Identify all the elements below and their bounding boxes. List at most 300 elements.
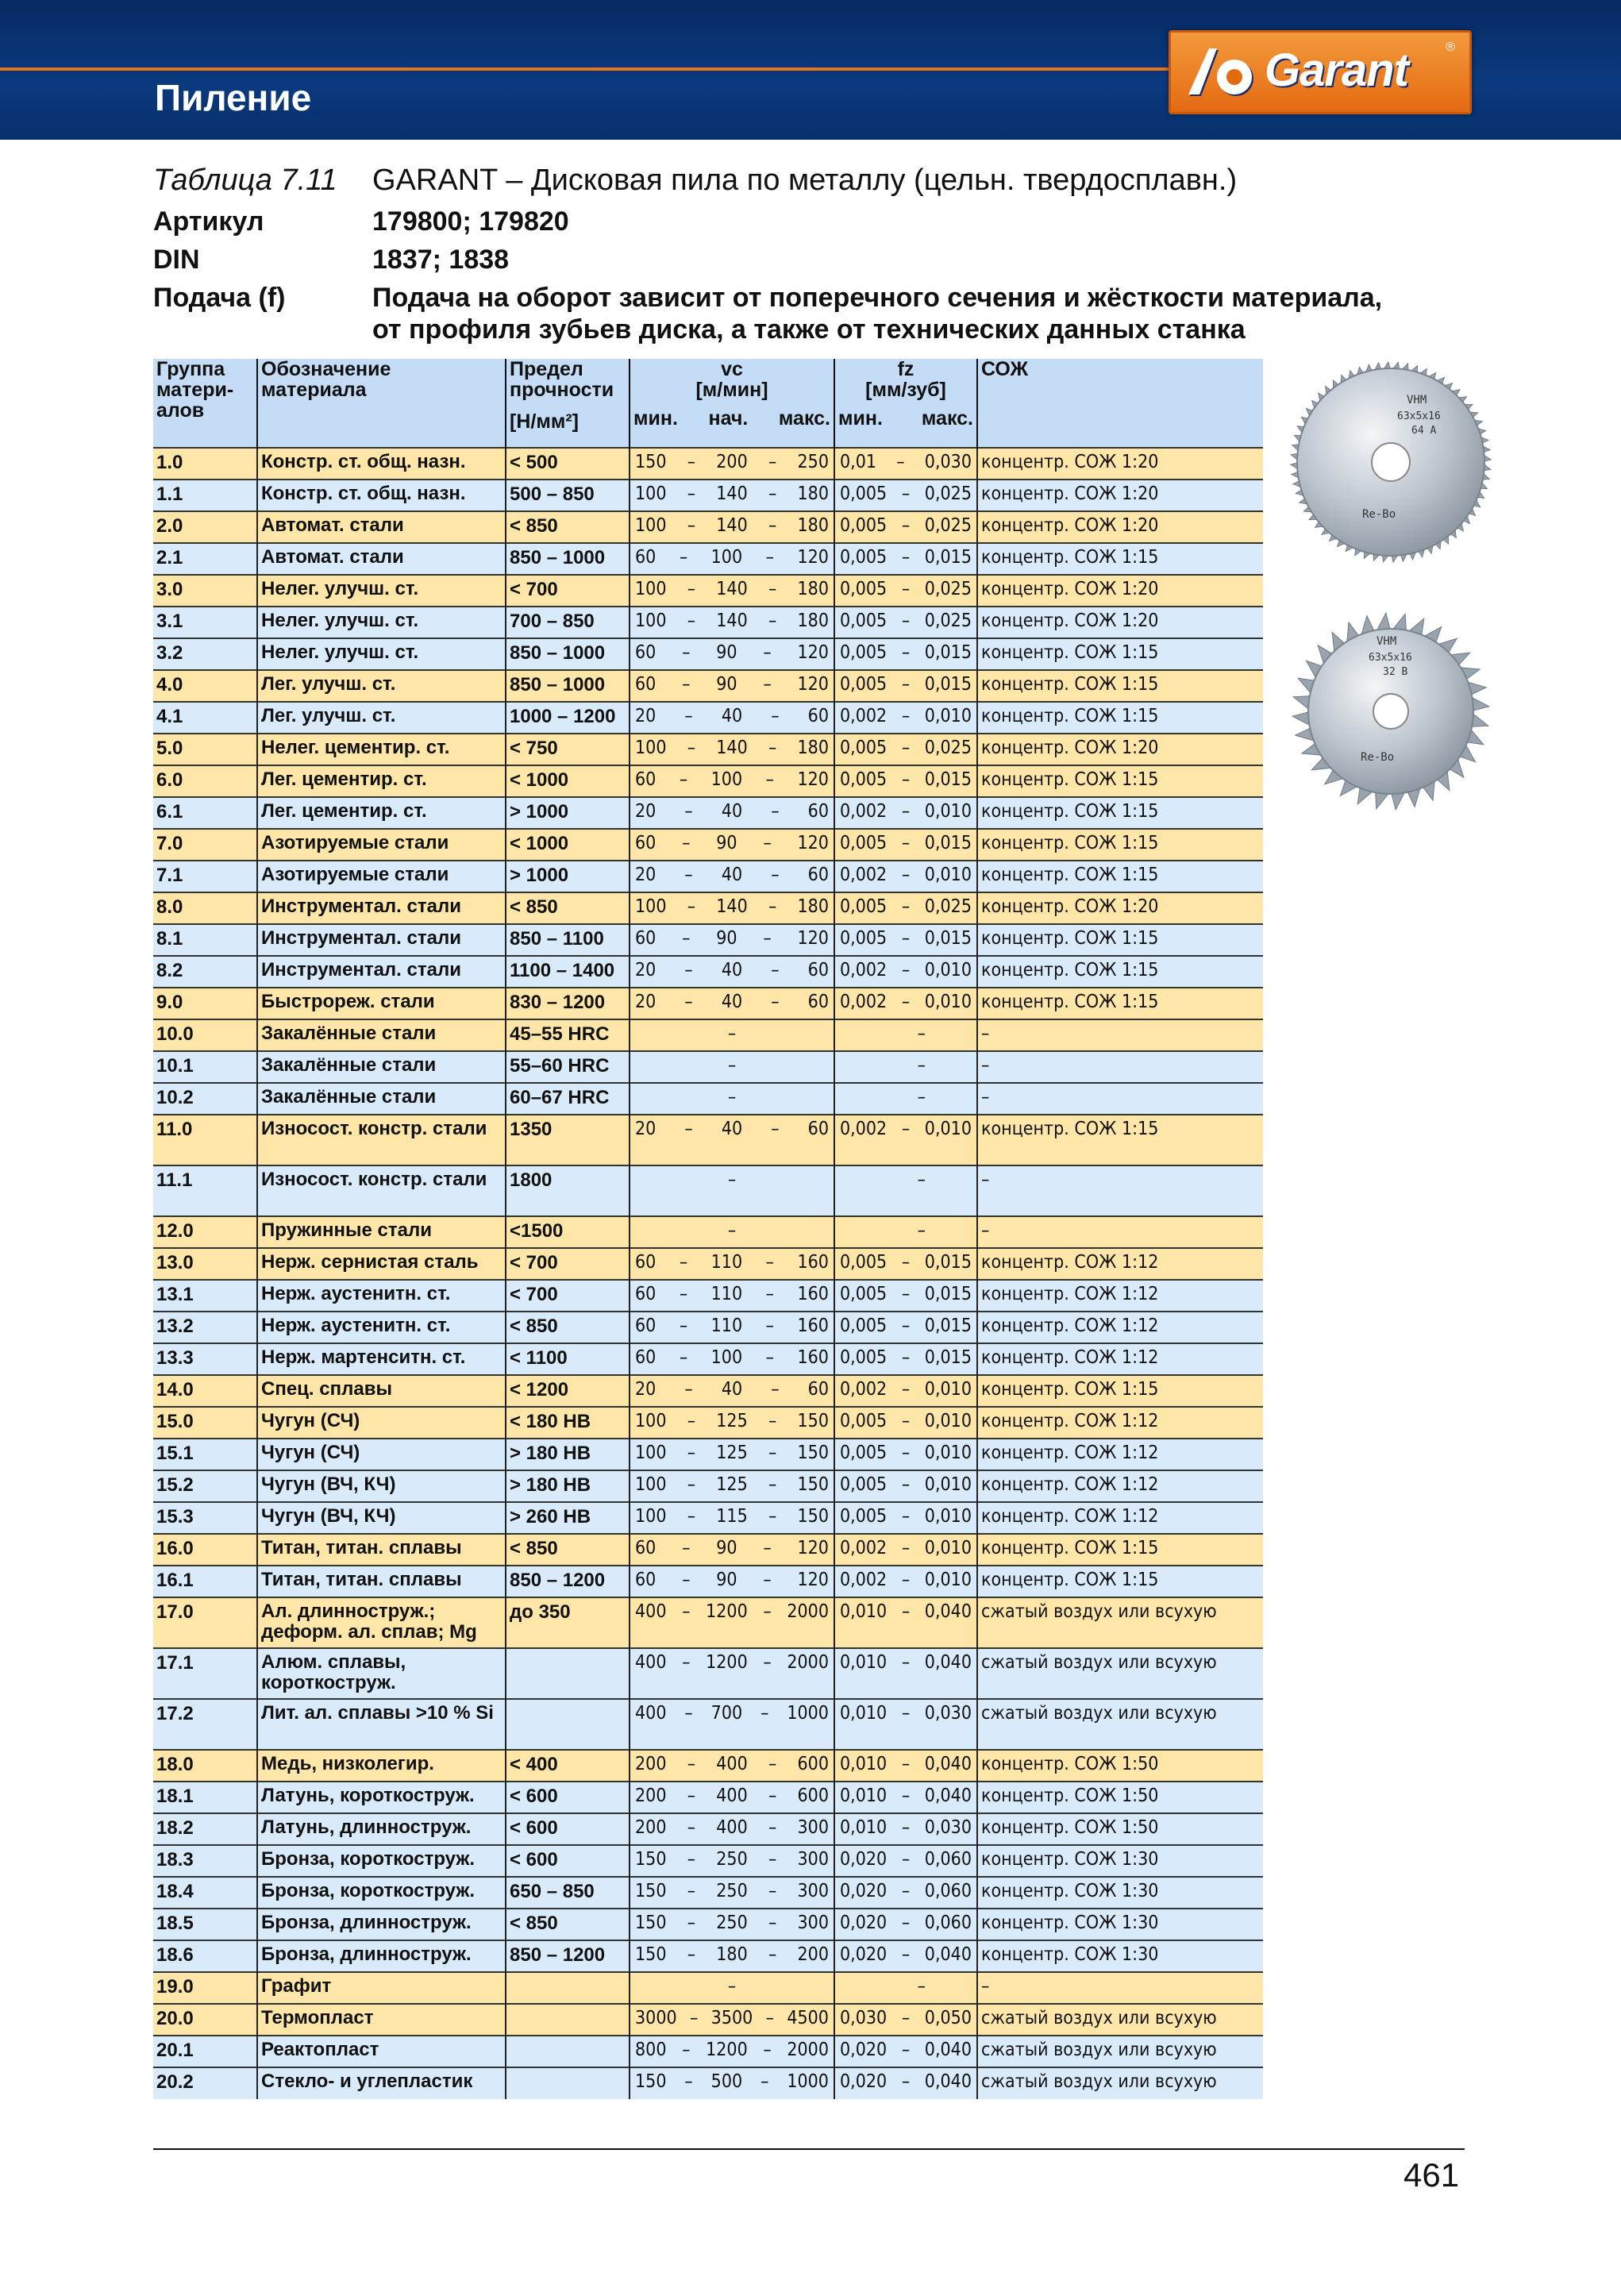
table-row [153, 924, 1263, 956]
coolant-cell: концентр. СОЖ 1:12 [981, 1347, 1159, 1368]
vc-min: 100 [635, 738, 667, 758]
fz-min: 0,005 [840, 1252, 888, 1273]
dash: – [763, 1652, 772, 1673]
fz-max: 0,015 [924, 1316, 972, 1336]
fz-cell [834, 1782, 977, 1813]
fz-max: 0,025 [924, 611, 972, 631]
vc-min: 3000 [635, 2008, 677, 2028]
vc-min: 60 [635, 547, 656, 568]
fz-max: 0,050 [924, 2008, 972, 2028]
fz-cell [834, 1375, 977, 1407]
vc-min: 100 [635, 896, 667, 917]
dash: – [901, 896, 911, 917]
group-cell: 7.1 [153, 861, 257, 892]
fz-max: 0,030 [924, 1817, 972, 1838]
coolant-cell: концентр. СОЖ 1:20 [981, 611, 1159, 631]
coolant-cell: концентр. СОЖ 1:15 [981, 642, 1159, 663]
vc-start: 90 [716, 1538, 737, 1558]
fz-cell [834, 2004, 977, 2036]
fz-max: 0,010 [924, 1443, 972, 1463]
fz-cell [834, 1845, 977, 1877]
coolant-cell: концентр. СОЖ 1:20 [981, 738, 1159, 758]
coolant-cell: концентр. СОЖ 1:15 [981, 801, 1159, 822]
fz-min: 0,010 [840, 1817, 888, 1838]
fz-cell [834, 956, 977, 988]
coolant-cell: концентр. СОЖ 1:12 [981, 1252, 1159, 1273]
table-row [153, 797, 1263, 829]
fz-cell [834, 702, 977, 734]
vc-min: 60 [635, 642, 656, 663]
material-cell: Бронза, длинноструж. [257, 1940, 506, 1972]
vc-min: 60 [635, 769, 656, 790]
fz-min: 0,010 [840, 1703, 888, 1724]
din-value: 1837; 1838 [372, 245, 510, 275]
fz-max: 0,015 [924, 1252, 972, 1273]
vc-max: 300 [797, 1913, 829, 1933]
header-vc-max: макс. [778, 407, 830, 430]
vc-max: 160 [797, 1252, 829, 1273]
fz-min: 0,002 [840, 1538, 888, 1558]
vc-max: 60 [807, 1119, 829, 1139]
strength-cell: 1000 – 1200 [506, 702, 630, 734]
header-vc-start: нач. [708, 407, 749, 430]
dash: – [682, 674, 691, 695]
fz-max: 0,025 [924, 738, 972, 758]
din-label: DIN [153, 245, 200, 275]
vc-cell [630, 1534, 834, 1566]
strength-cell: 830 – 1200 [506, 988, 630, 1019]
vc-cell [630, 480, 834, 511]
fz-max: 0,015 [924, 642, 972, 663]
table-row [153, 607, 1263, 638]
fz-cell [834, 1566, 977, 1597]
dash: – [901, 674, 911, 695]
vc-min: 100 [635, 1474, 667, 1495]
fz-max: 0,010 [924, 706, 972, 726]
vc-start: 90 [716, 928, 737, 949]
fz-max: 0,015 [924, 833, 972, 853]
strength-cell [506, 1699, 630, 1750]
fz-min: 0,005 [840, 1284, 888, 1304]
fz-min: 0,010 [840, 1754, 888, 1774]
strength-cell: < 700 [506, 575, 630, 607]
dash: – [765, 1252, 774, 1273]
material-cell: Спец. сплавы [257, 1375, 506, 1407]
vc-cell [630, 861, 834, 892]
table-row [153, 1877, 1263, 1909]
dash: – [901, 1252, 911, 1273]
vc-cell [630, 797, 834, 829]
material-cell: Нерж. аустенитн. ст. [257, 1312, 506, 1343]
material-cell: Констр. ст. общ. назн. [257, 448, 506, 480]
vc-start: 125 [716, 1411, 748, 1431]
material-cell: Термопласт [257, 2004, 506, 2036]
fz-min: 0,002 [840, 706, 888, 726]
coolant-cell: концентр. СОЖ 1:15 [981, 992, 1159, 1012]
coolant-cell: концентр. СОЖ 1:12 [981, 1411, 1159, 1431]
vc-max: 180 [797, 515, 829, 536]
logo-registered-mark: ® [1446, 40, 1455, 54]
group-cell: 11.1 [153, 1165, 257, 1216]
dash: – [901, 1817, 911, 1838]
dash: – [727, 1055, 737, 1076]
dash: – [768, 1881, 777, 1901]
fz-min: 0,002 [840, 801, 888, 822]
coolant-cell: сжатый воздух или всухую [981, 1601, 1217, 1622]
dash: – [768, 896, 777, 917]
vc-start: 40 [721, 801, 743, 822]
fz-min: 0,005 [840, 579, 888, 599]
strength-cell: 500 – 850 [506, 480, 630, 511]
table-row [153, 1699, 1263, 1750]
saw2-label-4: Re-Bo [1361, 751, 1395, 764]
dash: – [917, 1220, 926, 1241]
garant-logo-icon [1187, 44, 1266, 101]
material-cell: Нелег. улучш. ст. [257, 638, 506, 670]
group-cell: 15.2 [153, 1470, 257, 1502]
fz-max: 0,040 [924, 2040, 972, 2060]
fz-min: 0,002 [840, 1570, 888, 1590]
coolant-cell: концентр. СОЖ 1:30 [981, 1944, 1159, 1965]
vc-cell [630, 1470, 834, 1502]
dash: – [768, 1474, 777, 1495]
dash: – [684, 960, 693, 980]
table-row [153, 1534, 1263, 1566]
vc-max: 120 [797, 547, 829, 568]
material-cell: Азотируемые стали [257, 861, 506, 892]
dash: – [901, 1754, 911, 1774]
table-row [153, 575, 1263, 607]
fz-cell [834, 1115, 977, 1165]
fz-cell [834, 1597, 977, 1648]
vc-cell [630, 2067, 834, 2099]
dash: – [771, 801, 780, 822]
vc-start: 100 [710, 547, 743, 568]
vc-cell [630, 1248, 834, 1280]
fz-cell [834, 1216, 977, 1248]
vc-max: 180 [797, 896, 829, 917]
vc-cell [630, 638, 834, 670]
strength-cell: 700 – 850 [506, 607, 630, 638]
fz-max: 0,025 [924, 579, 972, 599]
fz-cell [834, 1502, 977, 1534]
vc-start: 250 [716, 1913, 748, 1933]
dash: – [917, 1023, 926, 1044]
group-cell: 7.0 [153, 829, 257, 861]
strength-cell: < 600 [506, 1813, 630, 1845]
fz-min: 0,002 [840, 960, 888, 980]
fz-cell [834, 1051, 977, 1083]
material-cell: Нерж. аустенитн. ст. [257, 1280, 506, 1312]
material-cell: Реактопласт [257, 2036, 506, 2067]
fz-max: 0,030 [924, 1703, 972, 1724]
fz-cell [834, 892, 977, 924]
group-cell: 8.0 [153, 892, 257, 924]
strength-cell: до 350 [506, 1597, 630, 1648]
dash: – [687, 1474, 696, 1495]
vc-cell [630, 1280, 834, 1312]
vc-max: 2000 [787, 1652, 829, 1673]
material-cell: Стекло- и углепластик [257, 2067, 506, 2099]
coolant-cell: концентр. СОЖ 1:30 [981, 1881, 1159, 1901]
coolant-cell: сжатый воздух или всухую [981, 1703, 1217, 1724]
strength-cell: < 850 [506, 1534, 630, 1566]
table-row [153, 543, 1263, 575]
dash: – [768, 1754, 777, 1774]
dash: – [771, 1379, 780, 1400]
group-cell: 16.0 [153, 1534, 257, 1566]
material-cell: Титан, титан. сплавы [257, 1534, 506, 1566]
fz-cell [834, 2067, 977, 2099]
coolant-cell: концентр. СОЖ 1:15 [981, 833, 1159, 853]
vc-cell [630, 1750, 834, 1782]
vc-cell [630, 702, 834, 734]
strength-cell: < 700 [506, 1280, 630, 1312]
material-cell: Титан, титан. сплавы [257, 1566, 506, 1597]
fz-min: 0,010 [840, 1601, 888, 1622]
table-row [153, 1312, 1263, 1343]
table-row [153, 1813, 1263, 1845]
dash: – [684, 992, 693, 1012]
vc-start: 400 [716, 1786, 748, 1806]
table-row [153, 988, 1263, 1019]
dash: – [763, 642, 772, 663]
vc-start: 125 [716, 1474, 748, 1495]
material-cell: Бронза, длинноструж. [257, 1909, 506, 1940]
group-cell: 8.1 [153, 924, 257, 956]
dash: – [901, 1703, 911, 1724]
dash: – [768, 1786, 777, 1806]
vc-cell [630, 1216, 834, 1248]
fz-min: 0,005 [840, 1411, 888, 1431]
vc-cell [630, 1375, 834, 1407]
fz-max: 0,010 [924, 1474, 972, 1495]
material-cell: Латунь, длинноструж. [257, 1813, 506, 1845]
dash: – [901, 1347, 911, 1368]
vc-max: 180 [797, 611, 829, 631]
fz-max: 0,040 [924, 2071, 972, 2092]
coolant-cell: сжатый воздух или всухую [981, 2040, 1217, 2060]
dash: – [901, 833, 911, 853]
fz-cell [834, 543, 977, 575]
coolant-cell: концентр. СОЖ 1:15 [981, 1538, 1159, 1558]
dash: – [768, 483, 777, 504]
fz-max: 0,010 [924, 1411, 972, 1431]
vc-start: 250 [716, 1849, 748, 1870]
table-row [153, 670, 1263, 702]
dash: – [901, 2008, 911, 2028]
table-row [153, 1502, 1263, 1534]
dash: – [765, 1347, 774, 1368]
header-accent-line [0, 67, 1175, 71]
fz-min: 0,005 [840, 1506, 888, 1527]
vc-cell [630, 1597, 834, 1648]
saw1-label-3: 64 A [1411, 425, 1437, 437]
vc-cell [630, 1909, 834, 1940]
dash: – [917, 1087, 926, 1108]
dash: – [682, 1538, 691, 1558]
dash: – [901, 642, 911, 663]
group-cell: 11.0 [153, 1115, 257, 1165]
material-cell: Пружинные стали [257, 1216, 506, 1248]
fz-min: 0,030 [840, 2008, 888, 2028]
material-cell: Закалённые стали [257, 1019, 506, 1051]
fz-min: 0,005 [840, 547, 888, 568]
coolant-cell: концентр. СОЖ 1:15 [981, 769, 1159, 790]
fz-min: 0,020 [840, 1881, 888, 1901]
dash: – [763, 674, 772, 695]
vc-start: 140 [716, 738, 748, 758]
fz-cell [834, 1165, 977, 1216]
group-cell: 17.1 [153, 1648, 257, 1699]
dash: – [901, 1538, 911, 1558]
group-cell: 8.2 [153, 956, 257, 988]
fz-cell [834, 1407, 977, 1439]
dash: – [917, 1169, 926, 1190]
vc-start: 500 [710, 2071, 743, 2092]
fz-min: 0,002 [840, 1119, 888, 1139]
fz-cell [834, 765, 977, 797]
dash: – [901, 960, 911, 980]
fz-cell [834, 2036, 977, 2067]
dash: – [684, 801, 693, 822]
material-cell: Ал. длинноструж.; деформ. ал. сплав; Mg [257, 1597, 506, 1648]
dash: – [896, 452, 905, 472]
vc-max: 180 [797, 579, 829, 599]
coolant-cell: концентр. СОЖ 1:20 [981, 515, 1159, 536]
vc-start: 140 [716, 579, 748, 599]
table-header-row [153, 359, 1263, 448]
group-cell: 10.0 [153, 1019, 257, 1051]
dash: – [763, 928, 772, 949]
page-header [0, 0, 1621, 140]
dash: – [901, 706, 911, 726]
coolant-cell: концентр. СОЖ 1:20 [981, 483, 1159, 504]
dash: – [687, 1786, 696, 1806]
table-row [153, 1909, 1263, 1940]
dash: – [682, 833, 691, 853]
vc-min: 20 [635, 865, 656, 885]
vc-start: 40 [721, 1379, 743, 1400]
fz-max: 0,010 [924, 865, 972, 885]
vc-max: 60 [807, 706, 829, 726]
vc-min: 20 [635, 706, 656, 726]
vc-cell [630, 1343, 834, 1375]
coolant-cell: концентр. СОЖ 1:20 [981, 452, 1159, 472]
dash: – [765, 1316, 774, 1336]
strength-cell [506, 2067, 630, 2099]
vc-cell [630, 1407, 834, 1439]
strength-cell: < 600 [506, 1845, 630, 1877]
vc-max: 60 [807, 992, 829, 1012]
fz-cell [834, 1940, 977, 1972]
group-cell: 13.3 [153, 1343, 257, 1375]
group-cell: 18.5 [153, 1909, 257, 1940]
material-cell: Нелег. цементир. ст. [257, 734, 506, 765]
fz-cell [834, 1439, 977, 1470]
vc-max: 60 [807, 865, 829, 885]
group-cell: 10.1 [153, 1051, 257, 1083]
fz-max: 0,040 [924, 1944, 972, 1965]
strength-cell [506, 2036, 630, 2067]
table-title: GARANT – Дисковая пила по металлу (цельн. твердосплавн.) [372, 164, 1238, 197]
fz-min: 0,005 [840, 515, 888, 536]
dash: – [682, 1570, 691, 1590]
feed-label: Подача (f) [153, 283, 286, 313]
dash: – [765, 1284, 774, 1304]
dash: – [687, 896, 696, 917]
dash: – [901, 928, 911, 949]
vc-cell [630, 892, 834, 924]
dash: – [765, 769, 774, 790]
material-cell: Алюм. сплавы, короткоструж. [257, 1648, 506, 1699]
dash: – [771, 865, 780, 885]
table-row [153, 2004, 1263, 2036]
vc-max: 2000 [787, 1601, 829, 1622]
coolant-cell: сжатый воздух или всухую [981, 2071, 1217, 2092]
coolant-cell: концентр. СОЖ 1:30 [981, 1849, 1159, 1870]
vc-cell [630, 1813, 834, 1845]
vc-start: 40 [721, 706, 743, 726]
table-row [153, 1051, 1263, 1083]
strength-cell: < 850 [506, 1909, 630, 1940]
strength-cell: 850 – 1000 [506, 670, 630, 702]
strength-cell: < 700 [506, 1248, 630, 1280]
vc-min: 100 [635, 1443, 667, 1463]
dash: – [901, 1474, 911, 1495]
group-cell: 10.2 [153, 1083, 257, 1115]
fz-max: 0,015 [924, 928, 972, 949]
coolant-cell: концентр. СОЖ 1:15 [981, 706, 1159, 726]
vc-max: 250 [797, 452, 829, 472]
table-row [153, 448, 1263, 480]
dash: – [765, 2008, 774, 2028]
fz-cell [834, 448, 977, 480]
vc-max: 2000 [787, 2040, 829, 2060]
strength-cell: < 400 [506, 1750, 630, 1782]
table-row [153, 1470, 1263, 1502]
material-cell: Чугун (СЧ) [257, 1439, 506, 1470]
coolant-cell: концентр. СОЖ 1:50 [981, 1754, 1159, 1774]
coolant-cell: концентр. СОЖ 1:15 [981, 674, 1159, 695]
fz-max: 0,040 [924, 1786, 972, 1806]
vc-max: 200 [797, 1944, 829, 1965]
dash: – [684, 1119, 693, 1139]
vc-max: 600 [797, 1786, 829, 1806]
table-row [153, 1343, 1263, 1375]
vc-cell [630, 765, 834, 797]
coolant-cell: концентр. СОЖ 1:12 [981, 1443, 1159, 1463]
table-row [153, 1566, 1263, 1597]
fz-max: 0,025 [924, 896, 972, 917]
material-cell: Бронза, короткоструж. [257, 1845, 506, 1877]
vc-cell [630, 670, 834, 702]
table-row [153, 1407, 1263, 1439]
table-row [153, 1782, 1263, 1813]
vc-max: 160 [797, 1316, 829, 1336]
strength-cell: < 1000 [506, 829, 630, 861]
fz-cell [834, 924, 977, 956]
group-cell: 20.1 [153, 2036, 257, 2067]
vc-start: 90 [716, 642, 737, 663]
fz-cell [834, 1470, 977, 1502]
group-cell: 6.1 [153, 797, 257, 829]
fz-cell [834, 1648, 977, 1699]
table-row [153, 1248, 1263, 1280]
strength-cell: 850 – 1000 [506, 638, 630, 670]
coolant-cell: – [981, 1087, 990, 1108]
vc-cell [630, 2036, 834, 2067]
